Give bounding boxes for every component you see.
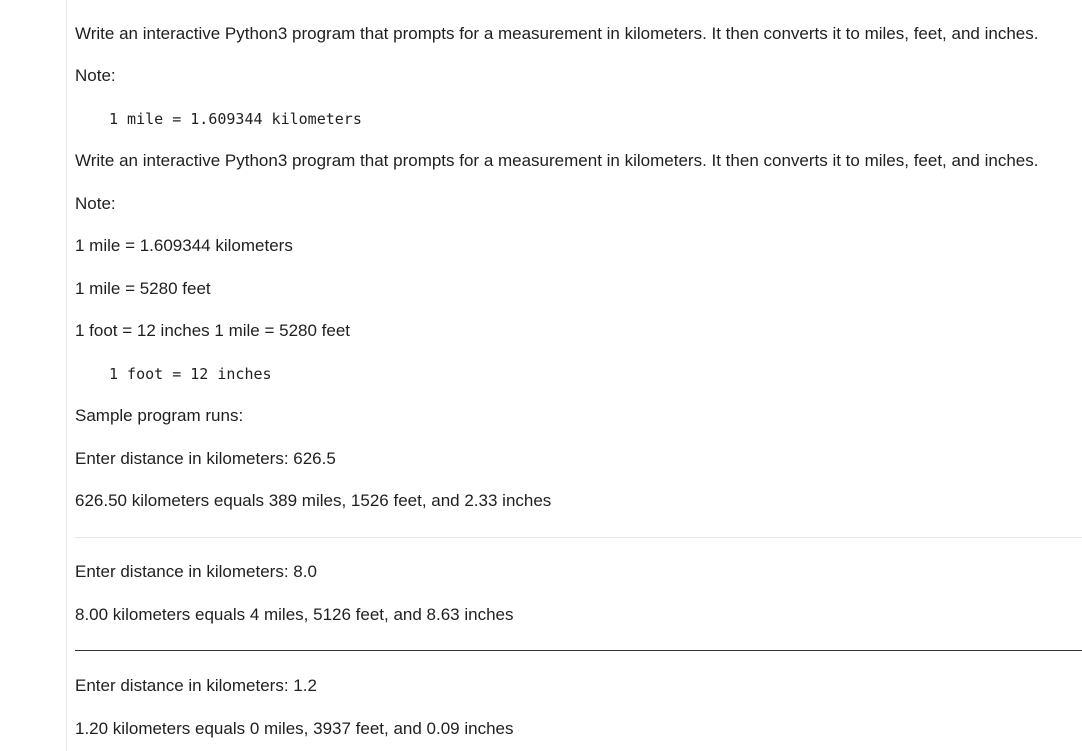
run-3-prompt: Enter distance in kilometers: 1.2 [75,676,317,695]
intro-text: Write an interactive Python3 program that prompts for a measurement in kilometers. It then converts it to miles, feet, and inches. [75,24,1039,43]
run-3-result: 1.20 kilometers equals 0 miles, 3937 feet, and 0.09 inches [75,719,514,738]
sample-runs-label: Sample program runs: [75,406,244,425]
conversion-mile-feet: 1 mile = 5280 feet [75,279,211,298]
separator-dark [75,650,1082,651]
separator-light [75,537,1082,538]
left-margin-rule [66,0,67,751]
run-1-prompt: Enter distance in kilometers: 626.5 [75,449,336,468]
note-label-repeat: Note: [75,194,116,213]
conversion-foot-inches: 1 foot = 12 inches 1 mile = 5280 feet [75,321,351,340]
intro-text-repeat: Write an interactive Python3 program that prompts for a measurement in kilometers. It then converts it to miles, feet, and inches. [75,151,1039,170]
run-1-result: 626.50 kilometers equals 389 miles, 1526 feet, and 2.33 inches [75,491,552,510]
code-mile-km: 1 mile = 1.609344 kilometers [109,110,362,128]
note-label: Note: [75,66,116,85]
code-foot-inches: 1 foot = 12 inches [109,365,272,383]
run-2-prompt: Enter distance in kilometers: 8.0 [75,562,317,581]
run-2-result: 8.00 kilometers equals 4 miles, 5126 feet, and 8.63 inches [75,605,514,624]
conversion-mile-km: 1 mile = 1.609344 kilometers [75,236,293,255]
